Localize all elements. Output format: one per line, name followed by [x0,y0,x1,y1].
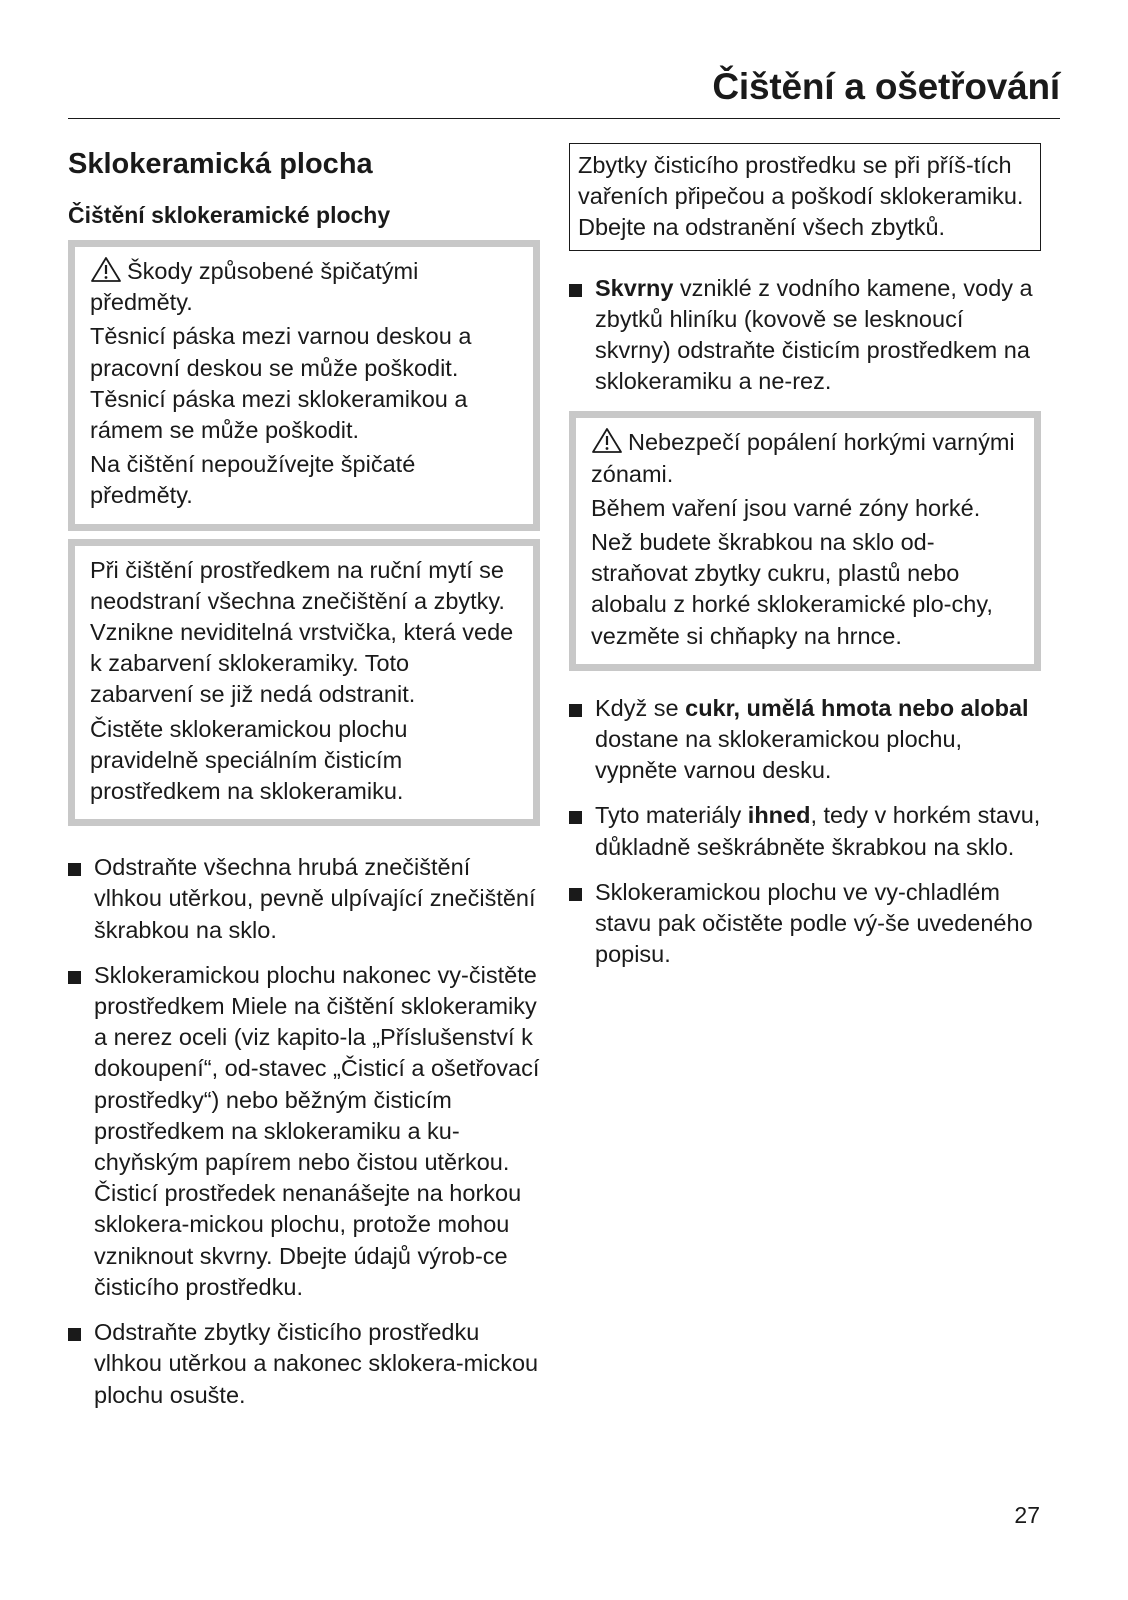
warning-title-text: Nebezpečí popálení horkými varnými zónami. [591,429,1015,487]
instruction-list [569,693,1041,971]
page-header [68,62,1060,119]
list-item [569,800,1041,862]
left-column [68,140,540,1425]
list-item-text: vzniklé z vodního kamene, vody a zbytků hliníku (kovově se lesknoucí skvrny) odstraňte čisticím prostředkem na sklokeramiku a ne-rez. [595,274,1033,395]
note-box-residue [569,143,1041,251]
list-item [68,960,540,1303]
list-item-bold: ihned [747,802,811,829]
list-item-bold: cukr, umělá hmota nebo alobal [685,694,1029,721]
list-item [569,693,1041,787]
warning-title [591,427,1019,489]
note-paragraph: Zbytky čisticího prostředku se při příš-tích vařeních připečou a poškodí sklokeramiku. Dbejte na odstranění všech zbytků. [578,152,1024,241]
list-item-bold: Skvrny [595,274,674,301]
bullet-square-icon [569,811,582,824]
warning-line: Než budete škrabkou na sklo od-straňovat zbytky cukru, plastů nebo alobalu z horké sklokeramické plo-chy, vezměte si chňapky na hrnce. [591,529,993,649]
bullet-square-icon [569,888,582,901]
page-number: 27 [1014,1502,1040,1528]
bullet-square-icon [68,1328,81,1341]
warning-box-sharp-objects [68,240,540,531]
bullet-square-icon [569,284,582,297]
list-item-text: Odstraňte všechna hrubá znečištění vlhkou utěrkou, pevně ulpívající znečištění škrabkou na sklo. [94,854,536,943]
note-box-hand-wash [68,539,540,827]
warning-line: Na čištění nepoužívejte špičaté předměty. [90,451,416,509]
warning-triangle-icon [591,427,623,454]
list-item [569,877,1041,971]
note-paragraph: Čistěte sklokeramickou plochu pravidelně speciálním čisticím prostředkem na sklokeramiku. [90,715,408,805]
right-column [569,143,1041,984]
warning-line: Těsnicí páska mezi varnou deskou a pracovní deskou se může poškodit. Těsnicí páska mezi sklokeramikou a rámem se může poškodit. [90,323,472,444]
list-item-text: Sklokeramickou plochu nakonec vy-čistěte prostředkem Miele na čištění sklokeramiky a nerez oceli (viz kapito-la „Příslušenství k dokoupení“, od-stavec „Čisticí a ošetřovací prostředky“) nebo běžným čisticím prostředkem na sklokeramiku a ku-chyňským papírem nebo čistou utěrkou. Čisticí prostředek nenanášejte na horkou sklokera-mickou plochu, protože mohou vzniknout skvrny. Dbejte údajů výrob-ce čisticího prostředku. [94,961,540,1300]
warning-title [90,256,518,318]
warning-triangle-icon [90,256,122,283]
list-item-text: Sklokeramickou plochu ve vy-chladlém stavu pak očistěte podle vý-še uvedeného popisu. [595,878,1033,968]
instruction-list [569,273,1041,398]
note-paragraph: Při čištění prostředkem na ruční mytí se neodstraní všechna znečištění a zbytky. Vznikne neviditelná vrstvička, která vede k zabarvení sklokeramiky. Toto zabarvení se již nedá odstranit. [90,556,514,708]
list-item [68,852,540,946]
bullet-square-icon [569,704,582,717]
subsection-title: Čištění sklokeramické plochy [68,202,391,228]
list-item-text: Tyto materiály [595,802,748,829]
warning-box-burn [569,411,1041,670]
list-item-text: Když se [595,694,686,721]
bullet-square-icon [68,863,81,876]
warning-title-text: Škody způsobené špičatými předměty. [90,258,419,316]
section-title: Sklokeramická plocha [68,148,373,180]
warning-line: Během vaření jsou varné zóny horké. [591,494,981,521]
list-item [569,273,1041,398]
instruction-list [68,852,540,1410]
list-item-text: Odstraňte zbytky čisticího prostředku vlhkou utěrkou a nakonec sklokera-mickou plochu osušte. [94,1319,539,1408]
bullet-square-icon [68,971,81,984]
page-title: Čištění a ošetřování [712,66,1060,107]
list-item-text: dostane na sklokeramickou plochu, vypněte varnou desku. [595,726,963,784]
list-item-text: , tedy v horkém stavu, důkladně seškrábněte škrabkou na sklo. [595,802,1041,860]
list-item [68,1317,540,1411]
